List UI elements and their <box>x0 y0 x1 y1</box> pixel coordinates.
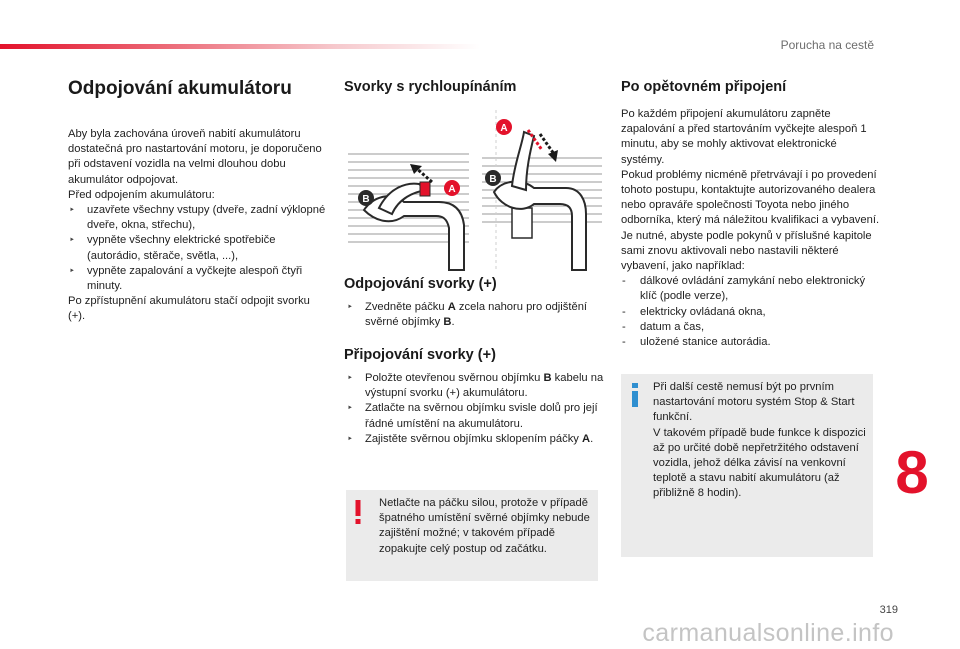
after-reconnect-title: Po opětovném připojení <box>621 79 787 95</box>
illustration-connect <box>478 110 606 272</box>
connect-steps <box>346 371 604 447</box>
label-b-marker <box>485 170 501 186</box>
connect-terminal-title: Připojování svorky (+) <box>344 347 496 363</box>
list-item: ‣ Zatlačte na svěrnou objímku svisle dolů pro její řádné umístění na akumulátoru. <box>346 401 604 431</box>
info-box <box>621 374 873 557</box>
watermark-text: carmanualsonline.info <box>642 619 894 647</box>
warning-text: Netlačte na páčku silou, protože v případě špatného umístění svěrné objímky nebude zajištění možné; v takovém případě zopakujte celý postup od začátku. <box>379 497 590 555</box>
paragraph: Pokud problémy nicméně přetrvávají i po provedení tohoto postupu, kontaktujte autorizovaného dealera nebo opraváře společnosti Toyota nebo jiného odborníka, který má náležitou kvalifikaci a vybavení. <box>621 168 880 227</box>
page-number: 319 <box>879 604 898 616</box>
header-accent-bar <box>0 44 480 49</box>
list-item: - dálkové ovládání zamykání nebo elektronický klíč (podle verze), <box>621 274 883 304</box>
svg-text:A: A <box>500 123 508 134</box>
intro-paragraph: Aby byla zachována úroveň nabití akumulátoru dostatečná pro nastartování motoru, je doporučeno při odstavení vozidla na velmi dlouhou dobu akumulátor odpojovat. <box>68 128 322 186</box>
list-item: ‣ vypněte zapalování a vyčkejte alespoň čtyři minuty. <box>68 264 330 294</box>
after-reconnect-text <box>621 107 883 350</box>
equipment-list <box>621 274 883 350</box>
section-title: Porucha na cestě <box>780 38 874 52</box>
battery-disconnect-text <box>68 127 330 325</box>
list-item: ‣ Zajistěte svěrnou objímku sklopením páčky A. <box>346 432 604 447</box>
label-a-marker <box>444 180 460 196</box>
label-b-marker <box>358 190 374 206</box>
info-text: Při další cestě nemusí být po prvním nastartování motoru systém Stop & Start funkční. V takovém případě bude funkce k dispozici až po určité době nepřetržitého odstavení vozidla, jehož délka závisí na venkovní teplotě a stavu nabití akumulátoru (až přibližně 8 hodin). <box>653 381 866 500</box>
illustration-disconnect <box>344 148 472 272</box>
paragraph: Je nutné, abyste podle pokynů v příslušné kapitole sami znovu aktivovali nebo nastavili některé vybavení, jako například: <box>621 229 872 273</box>
svg-text:A: A <box>448 184 456 195</box>
paragraph: Po každém připojení akumulátoru zapněte zapalování a před startováním vyčkejte alespoň 1 minutu, aby se mohly aktivovat elektronické systémy. <box>621 108 867 166</box>
disconnect-terminal-title: Odpojování svorky (+) <box>344 276 497 292</box>
svg-text:B: B <box>489 174 497 185</box>
svg-text:B: B <box>362 194 370 205</box>
quick-release-title: Svorky s rychloupínáním <box>344 79 517 95</box>
disconnect-steps <box>346 300 604 330</box>
label-a-marker <box>496 119 512 135</box>
terminal-illustration <box>344 110 606 272</box>
preparation-list <box>68 203 330 294</box>
warning-box <box>346 490 598 581</box>
list-item: ‣ uzavřete všechny vstupy (dveře, zadní výklopné dveře, okna, střechu), <box>68 203 330 233</box>
info-icon <box>629 383 641 407</box>
list-item: ‣ Položte otevřenou svěrnou objímku B kabelu na výstupní svorku (+) akumulátoru. <box>346 371 604 401</box>
list-item: - elektricky ovládaná okna, <box>621 305 883 320</box>
chapter-number: 8 <box>895 439 929 506</box>
list-item: - datum a čas, <box>621 320 883 335</box>
list-item: - uložené stanice autorádia. <box>621 335 883 350</box>
outro-paragraph: Po zpřístupnění akumulátoru stačí odpojit svorku (+). <box>68 295 310 323</box>
list-item: ‣ vypněte všechny elektrické spotřebiče (autorádio, stěrače, světla, ...), <box>68 233 330 263</box>
before-label: Před odpojením akumulátoru: <box>68 188 215 201</box>
list-item: ‣ Zvedněte páčku A zcela nahoru pro odjištění svěrné objímky B. <box>346 300 604 330</box>
warning-icon <box>354 500 362 524</box>
page-title: Odpojování akumulátoru <box>68 78 292 99</box>
